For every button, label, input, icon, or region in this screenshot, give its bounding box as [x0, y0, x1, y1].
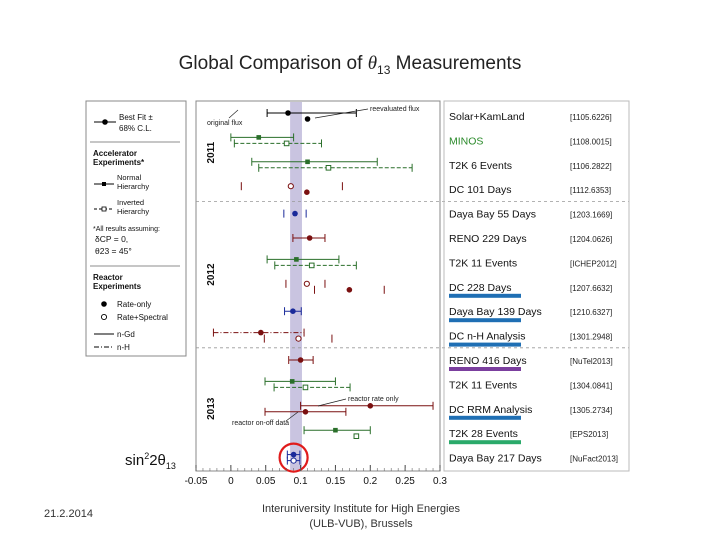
- experiment-reference: [1207.6632]: [570, 283, 613, 293]
- legend-inverted-marker: [102, 207, 106, 211]
- x-tick-label: 0.1: [293, 476, 308, 487]
- experiment-highlight-bar: [449, 294, 521, 298]
- plot-frame: [196, 101, 440, 471]
- legend-normal-label: Hierarchy: [117, 182, 150, 191]
- footer-institute: [250, 502, 472, 532]
- data-point: [305, 160, 310, 165]
- data-point: [367, 403, 373, 409]
- annotation-arrow: [318, 399, 346, 406]
- x-tick-label: 0.2: [363, 476, 378, 487]
- data-point: [294, 257, 299, 262]
- data-point: [290, 308, 296, 314]
- legend-note: θ23 = 45°: [95, 246, 132, 256]
- experiment-name: RENO 416 Days: [449, 355, 527, 367]
- footer-institute-line1: Interuniversity Institute for High Energies: [261, 503, 461, 515]
- x-axis: [185, 465, 448, 487]
- x-axis-label: $\sin^22\theta_{13}$: [125, 451, 176, 471]
- legend: [90, 113, 180, 352]
- experiment-reference: [ICHEP2012]: [570, 259, 617, 269]
- data-point: [333, 428, 338, 433]
- data-point: [290, 379, 295, 384]
- experiment-name: DC 101 Days: [449, 184, 512, 197]
- data-point: [303, 385, 308, 390]
- experiment-labels: [449, 111, 618, 465]
- legend-accelerator-title: Experiments*: [93, 158, 145, 167]
- legend-bestfit-label: Best Fit ±: [119, 113, 153, 122]
- experiment-reference: [1305.2734]: [570, 405, 613, 415]
- global-average-band: [290, 102, 302, 470]
- experiment-reference: [1112.6353]: [570, 186, 612, 196]
- data-point: [309, 263, 314, 268]
- data-point: [305, 116, 311, 122]
- legend-rate-spectral-marker: [101, 314, 106, 319]
- x-tick-label: 0: [228, 476, 234, 487]
- legend-rate-only-label: Rate-only: [117, 300, 152, 309]
- experiment-reference: [EPS2013]: [570, 430, 609, 440]
- experiment-name: T2K 6 Events: [449, 159, 513, 172]
- experiment-reference: [1204.0626]: [570, 235, 613, 244]
- legend-normal-marker: [102, 182, 106, 186]
- legend-bestfit-cl-label: 68% C.L.: [119, 124, 152, 133]
- data-point: [258, 330, 264, 336]
- data-point: [304, 189, 310, 195]
- experiment-name: T2K 28 Events: [449, 428, 518, 441]
- experiment-name: Daya Bay 55 Days: [449, 208, 536, 221]
- experiment-highlight-bar: [449, 416, 521, 420]
- experiment-highlight-bar: [449, 440, 521, 444]
- measurement-rows: [213, 109, 433, 472]
- x-tick-label: 0.25: [395, 476, 415, 487]
- data-point: [304, 281, 309, 286]
- data-point: [291, 452, 297, 458]
- year-labels: [196, 141, 629, 420]
- x-tick-label: -0.05: [184, 476, 208, 487]
- year-label: 2011: [206, 141, 217, 164]
- experiment-reference: [1301.2948]: [570, 332, 613, 342]
- data-point: [288, 184, 293, 189]
- legend-rate-only-marker: [101, 301, 107, 307]
- data-point: [291, 458, 296, 463]
- experiment-name: DC n-H Analysis: [449, 330, 526, 343]
- legend-normal-label: Normal: [117, 173, 142, 182]
- experiment-reference: [1106.2822]: [570, 161, 612, 171]
- experiment-highlight-bar: [449, 318, 521, 322]
- legend-inverted-label: Hierarchy: [117, 207, 150, 216]
- legend-ngd-label: n-Gd: [117, 330, 135, 339]
- experiment-name: Solar+KamLand: [449, 111, 525, 123]
- experiment-reference: [NuFact2013]: [570, 454, 619, 464]
- data-point: [307, 235, 313, 241]
- data-point: [354, 434, 359, 439]
- experiment-name: T2K 11 Events: [449, 257, 518, 270]
- legend-rate-spectral-label: Rate+Spectral: [117, 313, 168, 322]
- chart-title: Global Comparison of $\theta_{13}$ Measurements: [178, 53, 522, 77]
- data-point: [298, 357, 304, 363]
- data-point: [303, 409, 309, 415]
- experiment-name: Daya Bay 139 Days: [449, 306, 542, 319]
- annotation-arrow: [229, 110, 238, 118]
- legend-inverted-label: Inverted: [117, 198, 145, 207]
- x-tick-label: 0.05: [255, 476, 276, 487]
- legend-note: δCP = 0,: [95, 234, 129, 244]
- legend-nh-label: n-H: [117, 343, 130, 352]
- experiment-name: DC RRM Analysis: [449, 403, 533, 416]
- footer-institute-line2: (ULB-VUB), Brussels: [309, 518, 413, 530]
- annotation-reevaluated-flux: reevaluated flux: [370, 106, 420, 113]
- data-point: [296, 336, 301, 341]
- experiment-reference: [1105.6226]: [570, 113, 612, 122]
- experiment-name: RENO 229 Days: [449, 233, 527, 245]
- year-label: 2013: [206, 397, 217, 420]
- annotation-reactor-onoff: reactor on-off data: [232, 420, 290, 427]
- experiment-reference: [1203.1669]: [570, 210, 613, 220]
- legend-accelerator-title: Accelerator: [93, 149, 138, 158]
- footer-date: 21.2.2014: [44, 508, 93, 520]
- data-point: [256, 135, 261, 140]
- data-point: [347, 287, 353, 293]
- year-label: 2012: [206, 263, 217, 286]
- legend-note: *All results assuming:: [93, 226, 160, 233]
- experiment-name: MINOS: [449, 135, 484, 148]
- experiment-reference: [NuTel2013]: [570, 357, 613, 366]
- experiment-reference: [1210.6327]: [570, 308, 613, 318]
- data-point: [292, 211, 298, 217]
- experiment-highlight-bar: [449, 343, 521, 347]
- annotation-reactor-rate-only: reactor rate only: [348, 396, 399, 403]
- experiment-name: Daya Bay 217 Days: [449, 452, 542, 465]
- experiment-reference: [1108.0015]: [570, 137, 612, 147]
- x-tick-label: 0.15: [325, 476, 346, 487]
- experiment-reference: [1304.0841]: [570, 381, 613, 391]
- legend-reactor-title: Reactor: [93, 273, 123, 282]
- legend-bestfit-marker: [102, 119, 108, 125]
- legend-reactor-title: Experiments: [93, 282, 142, 291]
- data-point: [326, 166, 331, 171]
- experiment-name: DC 228 Days: [449, 281, 512, 294]
- data-point: [285, 110, 291, 116]
- annotation-original-flux: original flux: [207, 120, 243, 127]
- data-point: [284, 141, 289, 146]
- experiment-name: T2K 11 Events: [449, 379, 518, 392]
- x-tick-label: 0.3: [433, 476, 447, 487]
- experiment-highlight-bar: [449, 367, 521, 371]
